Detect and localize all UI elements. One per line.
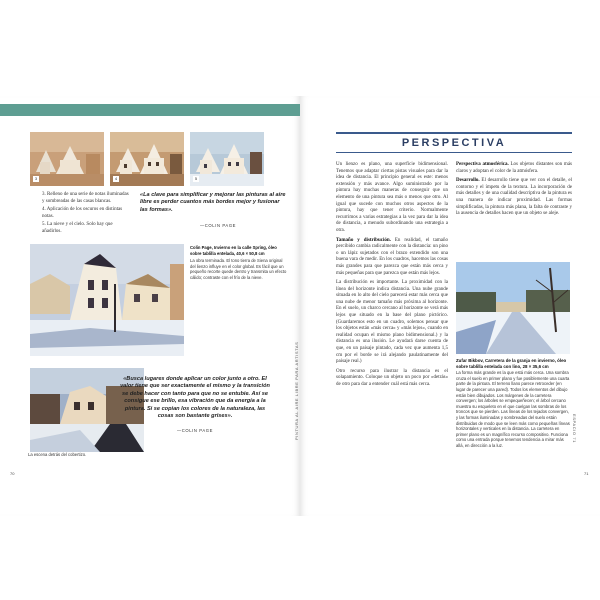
pull-quote-top: «La clave para simplificar y mejorar las pinturas al aire libre es perder cuantos más bordes mejor y fusionar las formas».: [140, 192, 286, 213]
caption-zufar-title: Zufar Bikbov, Carretera de la granja en invierno, óleo sobre tablilla entelada con lino, 28 × 35,6 cm: [456, 358, 567, 369]
caption-cobertizo: La escena detrás del cobertizo.: [28, 452, 87, 457]
caption-colin-body: La obra terminada. El tono tierra de Siena original del lienzo influye en el color global. Es fácil que un pequeño recorte quede dentro y transmita un efecto cálido; contraste con el frío de la nieve.: [190, 258, 287, 280]
carretera-granja-painting: [456, 262, 570, 354]
step-5-painting: [190, 132, 264, 186]
paragraph-desarrollo-text: El desarrollo tiene que ver con el detalle, el contorno y el ímpetu de la textura. La incorporación de más detalles y de una cualidad descriptiva de la pintura es una manera de indicar proximidad. Las formas simplificadas, la pintura más plana, la falta de contraste y la ausencia de detalles hacen que un objeto se aleje.: [456, 178, 572, 217]
paragraph-desarrollo: [456, 178, 572, 218]
body-column-1: [336, 162, 448, 392]
paragraph-tamano-lead: Tamaño y distribución.: [336, 237, 391, 243]
steps-list: [42, 192, 130, 238]
paragraph-atmosferica-text: Los objetos distantes son más claros y adoptan el color de la atmósfera.: [456, 162, 572, 174]
paragraph-solapamiento: [336, 369, 448, 389]
step-badge-5: 5: [194, 176, 198, 181]
paragraph-atmosferica: [456, 162, 572, 175]
running-head-left: PINTURA AL AIRE LIBRE PARA ARTISTAS: [294, 341, 299, 440]
folio-left: 70: [10, 471, 15, 476]
body-column-2: [456, 162, 572, 221]
paragraph-intro: [336, 162, 448, 235]
teal-header-band: [0, 104, 300, 116]
section-rule-bottom: [336, 152, 572, 153]
paragraph-intro-text: Un lienzo es plano, una superficie bidimensional. Tenemos que adaptar ciertas pistas visuales para dar la idea de distancia. El principio general es este: menos extensión y más avance. Algo suministrado por la pintura hay muchas maneras de conseguir que un elemento de una pintura sea más o menos que otro. Al igual que sucede con muchos otros aspectos de la pintura, hay que tener criterio. Normalmente recurrimos a varias estrategias a la vez para dar la idea de distancia, a menudo subordinando una estrategia a otra.: [336, 162, 448, 233]
caption-zufar-bikbov: [456, 358, 572, 449]
pull-quote-bottom-credit: —COLIN PAGE: [176, 428, 214, 433]
step-3-painting: [30, 132, 104, 186]
step-badge-3: 3: [34, 176, 38, 181]
paragraph-distribucion: [336, 280, 448, 366]
caption-colin-title: Colin Page, Invierno en la calle Spring, óleo sobre tablilla entelada, 40,6 × 50,8 cm: [190, 245, 277, 256]
invierno-calle-spring-painting: [30, 244, 184, 356]
paragraph-distribucion-text: La distribución es importante. La proximidad con la línea del horizonte indica distancia. Una nube grande situada en lo alto del cielo parecerá estar más cerca que una nube de menor tamaño más próxima al horizonte. En el suelo, un charco cercano al horizonte se verá más lejos que situado en la base del plano pictórico. (Guardaremos esto en un cuadro, solemos pensar que los objetos están «más cerca» y «más lejos», cuando en realidad ocupan el mismo plano bidimensional.) y la distancia es una ilusión. Le ayudará darse cuenta de que, en un paisaje pintado, cada vez que aumenta 1,5 cm por el borde se irá alejando paulatinamente del paisaje real.): [336, 280, 448, 365]
paragraph-tamano: [336, 238, 448, 278]
step-text-3: 3. Relleno de una serie de notas iluminadas y sombreadas de las casas blancas.: [42, 192, 129, 204]
running-head-right: ESPACIO 71: [572, 414, 577, 444]
pull-quote-top-credit: —COLIN PAGE: [200, 223, 237, 228]
folio-right: 71: [584, 471, 589, 476]
caption-zufar-body: La forma más grande es la que está más cerca. Una sombra cruza el suelo en primer plano y fue posiblemente una cuarta parte de la pintura. El terreno llano parece retroceder (en lugar de parecer una pared). Todos los elementos del dibujo están bien dibujados. Los márgenes de la carretera convergen; los árboles se empequeñecen; el árbol cercano muestra su esqueleto en el que cuelgan las sombras de los troncos que se pierden. Las líneas de los tejados convergen, y las formas iluminadas y sombreadas del suelo están distribuidas de modo que se leen más como pequeñas líneas horizontales y verticales en la distancia. La carretera en primer plano es un magnífico recurso compositivo. Funciona como una entrada porque tenemos tendencia a mirar más allá, en dirección a la luz.: [456, 370, 570, 448]
step-text-5: 5. La nieve y el cielo. Solo hay que añadirlos.: [42, 222, 113, 234]
caption-colin-page: [190, 245, 288, 281]
paragraph-tamano-text: En realidad, el tamaño percibido cambia radicalmente con la distancia: un pino o un lápiz sujetados con el brazo extendido son una buena vara de medir. En los cuadros, hacemos las cosas más grandes para que parezca que están más cerca y más pequeñas para que parezca que están más lejos.: [336, 237, 449, 276]
step-badge-4: 4: [114, 176, 118, 181]
step-text-4: 4. Aplicación de los oscuros en distintas notas.: [42, 207, 123, 219]
pull-quote-bottom: «Busca lugares donde aplicar un color junto a otro. El valor tiene que ser exactamente el mismo y la transición se debe hacer con tanto para que no se entubie. Así se consigue ese brillo, esa vibración que da energía a la pintura. Si se copian los colores de la naturaleza, las cosas son bastante grises».: [120, 376, 270, 420]
section-title: PERSPECTIVA: [401, 137, 507, 149]
paragraph-atmosferica-lead: Perspectiva atmosférica.: [456, 162, 509, 167]
paragraph-solapamiento-text: Otro recurso para ilustrar la distancia es el solapamiento. Coloque un objeto un poco por «detrás» de otro para dar a entender cuál está más cerca.: [336, 368, 448, 387]
paragraph-desarrollo-lead: Desarrollo.: [456, 178, 480, 184]
step-4-painting: [110, 132, 184, 186]
